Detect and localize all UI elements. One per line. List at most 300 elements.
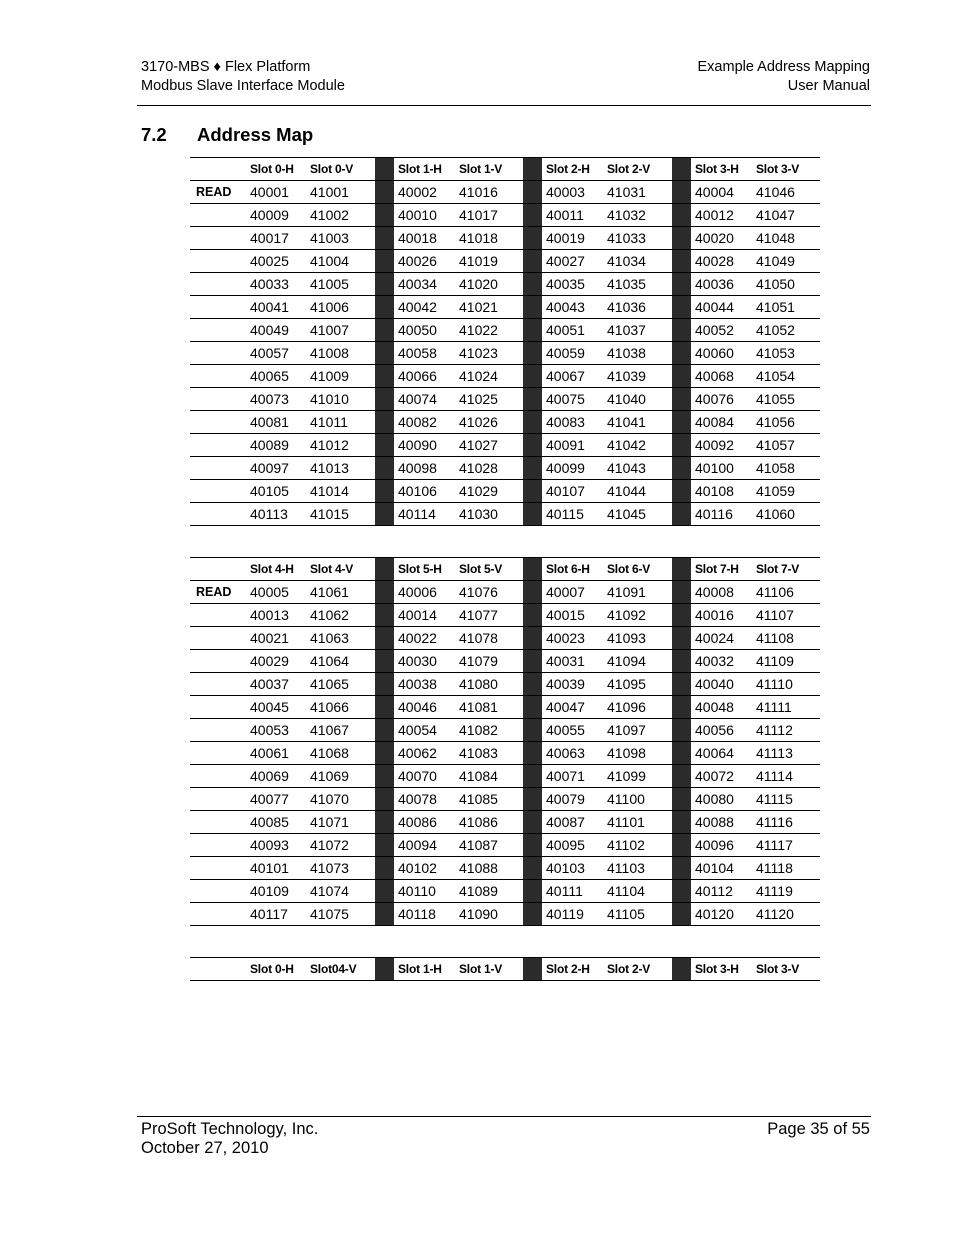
address-cell: 40064 bbox=[695, 745, 734, 761]
column-separator bbox=[523, 742, 542, 765]
table-row bbox=[190, 604, 820, 627]
column-header: Slot 2-H bbox=[546, 962, 590, 976]
column-separator bbox=[523, 627, 542, 650]
address-cell: 40090 bbox=[398, 437, 437, 453]
column-header: Slot 3-H bbox=[695, 962, 739, 976]
column-separator bbox=[672, 227, 691, 250]
header-rule bbox=[137, 105, 871, 106]
column-header: Slot 4-H bbox=[250, 562, 294, 576]
address-cell: 40076 bbox=[695, 391, 734, 407]
column-separator bbox=[523, 388, 542, 411]
address-cell: 40017 bbox=[250, 230, 289, 246]
address-cell: 41068 bbox=[310, 745, 349, 761]
page-footer-right bbox=[767, 1120, 870, 1139]
address-cell: 40067 bbox=[546, 368, 585, 384]
column-separator bbox=[523, 204, 542, 227]
column-separator bbox=[523, 719, 542, 742]
address-cell: 41036 bbox=[607, 299, 646, 315]
page-header-right bbox=[698, 58, 871, 96]
address-cell: 40052 bbox=[695, 322, 734, 338]
address-cell: 41050 bbox=[756, 276, 795, 292]
address-cell: 40039 bbox=[546, 676, 585, 692]
table-row bbox=[190, 181, 820, 204]
column-header: Slot 6-V bbox=[607, 562, 651, 576]
address-cell: 40004 bbox=[695, 184, 734, 200]
column-separator bbox=[523, 811, 542, 834]
address-cell: 40018 bbox=[398, 230, 437, 246]
table-row bbox=[190, 696, 820, 719]
address-cell: 40111 bbox=[546, 883, 583, 899]
address-cell: 40084 bbox=[695, 414, 734, 430]
table-row bbox=[190, 480, 820, 503]
address-cell: 41059 bbox=[756, 483, 795, 499]
column-separator bbox=[523, 604, 542, 627]
row-label bbox=[190, 673, 246, 696]
address-cell: 41001 bbox=[310, 184, 349, 200]
address-cell: 41033 bbox=[607, 230, 646, 246]
table-row bbox=[190, 581, 820, 604]
address-cell: 40023 bbox=[546, 630, 585, 646]
address-cell: 41022 bbox=[459, 322, 498, 338]
address-cell: 40038 bbox=[398, 676, 437, 692]
address-cell: 41065 bbox=[310, 676, 349, 692]
address-cell: 40058 bbox=[398, 345, 437, 361]
column-separator bbox=[375, 365, 394, 388]
address-cell: 40012 bbox=[695, 207, 734, 223]
table-row bbox=[190, 365, 820, 388]
address-cell: 41074 bbox=[310, 883, 349, 899]
address-cell: 40024 bbox=[695, 630, 734, 646]
address-cell: 41089 bbox=[459, 883, 498, 899]
address-cell: 40091 bbox=[546, 437, 585, 453]
address-cell: 41030 bbox=[459, 506, 498, 522]
row-label bbox=[190, 250, 246, 273]
address-cell: 41056 bbox=[756, 414, 795, 430]
address-cell: 40071 bbox=[546, 768, 585, 784]
table-row bbox=[190, 296, 820, 319]
address-cell: 40046 bbox=[398, 699, 437, 715]
address-cell: 40074 bbox=[398, 391, 437, 407]
address-cell: 41026 bbox=[459, 414, 498, 430]
table-row bbox=[190, 673, 820, 696]
address-cell: 41010 bbox=[310, 391, 349, 407]
address-cell: 40112 bbox=[695, 883, 733, 899]
column-separator bbox=[523, 158, 542, 181]
address-cell: 41094 bbox=[607, 653, 646, 669]
address-cell: 40051 bbox=[546, 322, 585, 338]
address-cell: 41062 bbox=[310, 607, 349, 623]
column-separator bbox=[672, 811, 691, 834]
address-cell: 41063 bbox=[310, 630, 349, 646]
address-cell: 40098 bbox=[398, 460, 437, 476]
address-cell: 41091 bbox=[607, 584, 646, 600]
address-cell: 40034 bbox=[398, 276, 437, 292]
column-header: Slot 3-H bbox=[695, 162, 739, 176]
address-cell: 40035 bbox=[546, 276, 585, 292]
address-cell: 41092 bbox=[607, 607, 646, 623]
address-cell: 40055 bbox=[546, 722, 585, 738]
table-row bbox=[190, 503, 820, 526]
address-cell: 41104 bbox=[607, 883, 645, 899]
address-cell: 41090 bbox=[459, 906, 498, 922]
address-cell: 40001 bbox=[250, 184, 289, 200]
table-row bbox=[190, 765, 820, 788]
address-cell: 40027 bbox=[546, 253, 585, 269]
address-cell: 41105 bbox=[607, 906, 645, 922]
column-separator bbox=[523, 903, 542, 926]
address-cell: 41103 bbox=[607, 860, 645, 876]
address-cell: 40050 bbox=[398, 322, 437, 338]
table-header-row bbox=[190, 558, 820, 581]
column-separator bbox=[672, 857, 691, 880]
address-cell: 41082 bbox=[459, 722, 498, 738]
address-cell: 40057 bbox=[250, 345, 289, 361]
column-separator bbox=[523, 581, 542, 604]
address-cell: 41045 bbox=[607, 506, 646, 522]
address-cell: 41079 bbox=[459, 653, 498, 669]
column-separator bbox=[672, 765, 691, 788]
address-cell: 40033 bbox=[250, 276, 289, 292]
column-separator bbox=[672, 958, 691, 981]
column-separator bbox=[523, 227, 542, 250]
address-cell: 40114 bbox=[398, 506, 436, 522]
address-cell: 41112 bbox=[756, 722, 793, 738]
table-row bbox=[190, 719, 820, 742]
table-row bbox=[190, 834, 820, 857]
column-separator bbox=[375, 880, 394, 903]
address-cell: 41007 bbox=[310, 322, 349, 338]
address-cell: 41028 bbox=[459, 460, 498, 476]
address-cell: 40068 bbox=[695, 368, 734, 384]
address-cell: 40066 bbox=[398, 368, 437, 384]
column-separator bbox=[672, 273, 691, 296]
column-separator bbox=[375, 319, 394, 342]
column-separator bbox=[672, 365, 691, 388]
address-cell: 40008 bbox=[695, 584, 734, 600]
address-cell: 40014 bbox=[398, 607, 437, 623]
row-label bbox=[190, 480, 246, 503]
table-row bbox=[190, 903, 820, 926]
address-cell: 40026 bbox=[398, 253, 437, 269]
address-cell: 41012 bbox=[310, 437, 349, 453]
column-separator bbox=[375, 204, 394, 227]
row-label-header bbox=[190, 958, 246, 981]
table-row bbox=[190, 204, 820, 227]
address-cell: 41118 bbox=[756, 860, 793, 876]
address-cell: 41077 bbox=[459, 607, 498, 623]
address-cell: 40082 bbox=[398, 414, 437, 430]
column-header: Slot 0-V bbox=[310, 162, 354, 176]
column-separator bbox=[375, 834, 394, 857]
address-cell: 40088 bbox=[695, 814, 734, 830]
address-cell: 41073 bbox=[310, 860, 349, 876]
address-cell: 40021 bbox=[250, 630, 289, 646]
column-separator bbox=[375, 480, 394, 503]
row-label bbox=[190, 296, 246, 319]
address-cell: 41058 bbox=[756, 460, 795, 476]
address-cell: 40077 bbox=[250, 791, 289, 807]
address-cell: 41083 bbox=[459, 745, 498, 761]
address-cell: 41034 bbox=[607, 253, 646, 269]
address-cell: 41031 bbox=[607, 184, 646, 200]
column-separator bbox=[672, 181, 691, 204]
address-cell: 41020 bbox=[459, 276, 498, 292]
address-cell: 40118 bbox=[398, 906, 436, 922]
column-separator bbox=[523, 181, 542, 204]
address-cell: 41052 bbox=[756, 322, 795, 338]
column-header: Slot 2-V bbox=[607, 962, 651, 976]
address-cell: 40079 bbox=[546, 791, 585, 807]
table-row bbox=[190, 319, 820, 342]
address-cell: 40025 bbox=[250, 253, 289, 269]
table-row bbox=[190, 457, 820, 480]
column-separator bbox=[523, 296, 542, 319]
column-separator bbox=[375, 558, 394, 581]
address-cell: 41067 bbox=[310, 722, 349, 738]
row-label bbox=[190, 650, 246, 673]
column-separator bbox=[523, 319, 542, 342]
page-header-left bbox=[141, 58, 345, 96]
address-cell: 41120 bbox=[756, 906, 794, 922]
address-cell: 40061 bbox=[250, 745, 289, 761]
address-cell: 41080 bbox=[459, 676, 498, 692]
address-cell: 41002 bbox=[310, 207, 349, 223]
address-cell: 41084 bbox=[459, 768, 498, 784]
address-cell: 40056 bbox=[695, 722, 734, 738]
address-cell: 40070 bbox=[398, 768, 437, 784]
address-cell: 41114 bbox=[756, 768, 793, 784]
column-separator bbox=[672, 342, 691, 365]
address-cell: 40110 bbox=[398, 883, 436, 899]
row-label bbox=[190, 880, 246, 903]
address-cell: 41004 bbox=[310, 253, 349, 269]
address-cell: 41087 bbox=[459, 837, 498, 853]
address-cell: 41060 bbox=[756, 506, 795, 522]
column-header: Slot 6-H bbox=[546, 562, 590, 576]
column-separator bbox=[523, 857, 542, 880]
column-separator bbox=[672, 457, 691, 480]
address-cell: 41023 bbox=[459, 345, 498, 361]
column-separator bbox=[375, 158, 394, 181]
row-label bbox=[190, 342, 246, 365]
section-heading bbox=[141, 124, 313, 146]
address-cell: 41032 bbox=[607, 207, 646, 223]
address-cell: 40104 bbox=[695, 860, 734, 876]
column-separator bbox=[375, 742, 394, 765]
address-cell: 40065 bbox=[250, 368, 289, 384]
row-label bbox=[190, 411, 246, 434]
address-cell: 40073 bbox=[250, 391, 289, 407]
address-cell: 40099 bbox=[546, 460, 585, 476]
address-cell: 40101 bbox=[250, 860, 289, 876]
column-separator bbox=[672, 434, 691, 457]
address-cell: 40049 bbox=[250, 322, 289, 338]
address-cell: 41101 bbox=[607, 814, 645, 830]
address-cell: 40003 bbox=[546, 184, 585, 200]
column-header: Slot 1-V bbox=[459, 162, 503, 176]
column-separator bbox=[523, 365, 542, 388]
column-separator bbox=[523, 788, 542, 811]
header-module: Modbus Slave Interface Module bbox=[141, 78, 345, 94]
column-separator bbox=[523, 673, 542, 696]
address-cell: 41035 bbox=[607, 276, 646, 292]
page-footer-left bbox=[141, 1120, 318, 1158]
table-row bbox=[190, 411, 820, 434]
column-separator bbox=[375, 342, 394, 365]
address-cell: 40015 bbox=[546, 607, 585, 623]
address-cell: 41046 bbox=[756, 184, 795, 200]
table-row bbox=[190, 650, 820, 673]
address-cell: 40080 bbox=[695, 791, 734, 807]
section-number: 7.2 bbox=[141, 124, 167, 145]
address-cell: 41109 bbox=[756, 653, 794, 669]
address-cell: 41088 bbox=[459, 860, 498, 876]
column-separator bbox=[672, 158, 691, 181]
address-cell: 41040 bbox=[607, 391, 646, 407]
column-separator bbox=[523, 958, 542, 981]
address-cell: 40089 bbox=[250, 437, 289, 453]
table-body bbox=[190, 581, 820, 926]
address-cell: 40022 bbox=[398, 630, 437, 646]
address-cell: 40032 bbox=[695, 653, 734, 669]
address-cell: 41100 bbox=[607, 791, 645, 807]
address-cell: 40100 bbox=[695, 460, 734, 476]
column-separator bbox=[375, 457, 394, 480]
address-cell: 41107 bbox=[756, 607, 794, 623]
address-cell: 40036 bbox=[695, 276, 734, 292]
row-label bbox=[190, 742, 246, 765]
column-separator bbox=[523, 765, 542, 788]
address-cell: 40060 bbox=[695, 345, 734, 361]
column-header: Slot 7-V bbox=[756, 562, 800, 576]
address-cell: 41071 bbox=[310, 814, 349, 830]
column-separator bbox=[523, 434, 542, 457]
column-separator bbox=[375, 181, 394, 204]
column-separator bbox=[375, 788, 394, 811]
address-cell: 40047 bbox=[546, 699, 585, 715]
address-table-slots-4-7 bbox=[190, 557, 820, 926]
address-cell: 40113 bbox=[250, 506, 288, 522]
row-label bbox=[190, 627, 246, 650]
column-separator bbox=[672, 204, 691, 227]
address-cell: 41055 bbox=[756, 391, 795, 407]
address-cell: 40096 bbox=[695, 837, 734, 853]
address-cell: 40006 bbox=[398, 584, 437, 600]
row-label bbox=[190, 788, 246, 811]
address-cell: 41108 bbox=[756, 630, 794, 646]
column-separator bbox=[375, 604, 394, 627]
address-cell: 41049 bbox=[756, 253, 795, 269]
address-cell: 40009 bbox=[250, 207, 289, 223]
address-cell: 41042 bbox=[607, 437, 646, 453]
table-body bbox=[190, 181, 820, 526]
address-cell: 41008 bbox=[310, 345, 349, 361]
column-separator bbox=[523, 411, 542, 434]
address-cell: 41117 bbox=[756, 837, 793, 853]
footer-page-number: Page 35 of 55 bbox=[767, 1120, 870, 1138]
footer-company: ProSoft Technology, Inc. bbox=[141, 1120, 319, 1138]
section-title: Address Map bbox=[197, 124, 314, 145]
column-separator bbox=[672, 411, 691, 434]
table-row bbox=[190, 788, 820, 811]
table-header-row bbox=[190, 958, 820, 981]
column-separator bbox=[375, 719, 394, 742]
column-header: Slot 2-H bbox=[546, 162, 590, 176]
address-cell: 41018 bbox=[459, 230, 498, 246]
column-separator bbox=[523, 503, 542, 526]
address-cell: 40044 bbox=[695, 299, 734, 315]
address-cell: 41075 bbox=[310, 906, 349, 922]
address-cell: 40106 bbox=[398, 483, 437, 499]
column-header: Slot 4-V bbox=[310, 562, 354, 576]
row-label-header bbox=[190, 558, 246, 581]
address-cell: 41011 bbox=[310, 414, 348, 430]
column-separator bbox=[523, 650, 542, 673]
address-cell: 40115 bbox=[546, 506, 584, 522]
row-label bbox=[190, 834, 246, 857]
column-separator bbox=[672, 673, 691, 696]
address-cell: 41099 bbox=[607, 768, 646, 784]
address-cell: 40010 bbox=[398, 207, 437, 223]
address-cell: 41116 bbox=[756, 814, 793, 830]
column-separator bbox=[523, 834, 542, 857]
column-header: Slot04-V bbox=[310, 962, 357, 976]
row-label bbox=[190, 365, 246, 388]
row-label bbox=[190, 227, 246, 250]
address-cell: 40031 bbox=[546, 653, 585, 669]
address-cell: 41037 bbox=[607, 322, 646, 338]
row-label bbox=[190, 696, 246, 719]
column-separator bbox=[523, 457, 542, 480]
address-cell: 41081 bbox=[459, 699, 498, 715]
column-separator bbox=[672, 719, 691, 742]
table-row bbox=[190, 811, 820, 834]
address-cell: 41044 bbox=[607, 483, 646, 499]
row-label bbox=[190, 204, 246, 227]
column-separator bbox=[375, 503, 394, 526]
column-separator bbox=[523, 480, 542, 503]
address-cell: 41076 bbox=[459, 584, 498, 600]
row-label bbox=[190, 857, 246, 880]
footer-rule bbox=[137, 1116, 871, 1117]
address-table-slots-0-3 bbox=[190, 157, 820, 526]
address-cell: 41095 bbox=[607, 676, 646, 692]
address-cell: 40040 bbox=[695, 676, 734, 692]
address-cell: 41113 bbox=[756, 745, 793, 761]
column-separator bbox=[375, 273, 394, 296]
table-row bbox=[190, 627, 820, 650]
address-cell: 41085 bbox=[459, 791, 498, 807]
address-cell: 40016 bbox=[695, 607, 734, 623]
row-label bbox=[190, 457, 246, 480]
column-separator bbox=[375, 296, 394, 319]
address-cell: 40107 bbox=[546, 483, 585, 499]
column-separator bbox=[672, 388, 691, 411]
table-row bbox=[190, 273, 820, 296]
address-cell: 41047 bbox=[756, 207, 795, 223]
row-label bbox=[190, 273, 246, 296]
column-separator bbox=[523, 880, 542, 903]
column-separator bbox=[672, 742, 691, 765]
address-cell: 40097 bbox=[250, 460, 289, 476]
column-header: Slot 5-V bbox=[459, 562, 503, 576]
address-cell: 40102 bbox=[398, 860, 437, 876]
address-cell: 40020 bbox=[695, 230, 734, 246]
address-cell: 41070 bbox=[310, 791, 349, 807]
column-separator bbox=[672, 903, 691, 926]
table-row bbox=[190, 434, 820, 457]
address-cell: 40105 bbox=[250, 483, 289, 499]
